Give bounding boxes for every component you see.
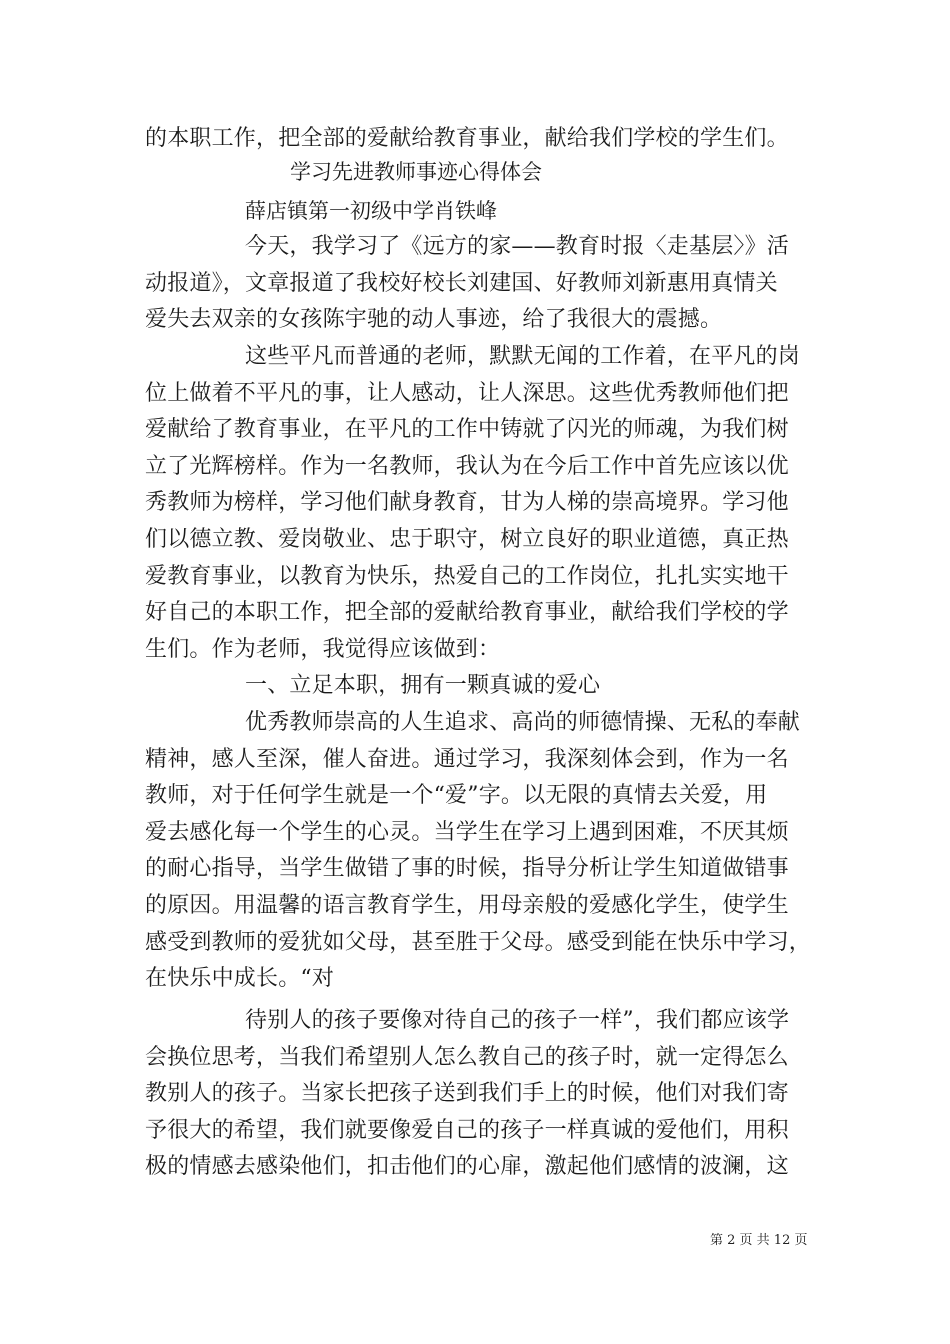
paragraph-line: 好自己的本职工作，把全部的爱献给教育事业，献给我们学校的学	[145, 600, 789, 625]
paragraph-line: 待别人的孩子要像对待自己的孩子一样”，我们都应该学	[245, 1008, 790, 1033]
paragraph-line: 秀教师为榜样，学习他们献身教育，甘为人梯的崇高境界。学习他	[145, 490, 789, 515]
page-number-footer: 第 2 页 共 12 页	[710, 1233, 808, 1248]
paragraph-line: 们以德立教、爱岗敬业、忠于职守，树立良好的职业道德，真正热	[145, 527, 789, 552]
paragraph-line: 爱教育事业，以教育为快乐，热爱自己的工作岗位，扎扎实实地干	[145, 564, 789, 589]
text-line: 的本职工作，把全部的爱献给教育事业，献给我们学校的学生们。	[145, 126, 789, 151]
paragraph-line: 爱献给了教育事业，在平凡的工作中铸就了闪光的师魂，为我们树	[145, 417, 789, 442]
paragraph-line: 立了光辉榜样。作为一名教师，我认为在今后工作中首先应该以优	[145, 454, 789, 479]
paragraph-line: 精神，感人至深，催人奋进。通过学习，我深刻体会到，作为一名	[145, 747, 789, 772]
paragraph-line: 的原因。用温馨的语言教育学生，用母亲般的爱感化学生，使学生	[145, 893, 789, 918]
paragraph-line: 优秀教师崇高的人生追求、高尚的师德情操、无私的奉献	[245, 710, 801, 735]
paragraph-line: 这些平凡而普通的老师，默默无闻的工作着，在平凡的岗	[245, 344, 801, 369]
paragraph-line: 会换位思考，当我们希望别人怎么教自己的孩子时，就一定得怎么	[145, 1045, 789, 1070]
paragraph-line: 教别人的孩子。当家长把孩子送到我们手上的时候，他们对我们寄	[145, 1081, 789, 1106]
article-title: 学习先进教师事迹心得体会	[290, 160, 542, 184]
paragraph-line: 予很大的希望，我们就要像爱自己的孩子一样真诚的爱他们，用积	[145, 1118, 789, 1143]
paragraph-line: 生们。作为老师，我觉得应该做到：	[145, 637, 501, 662]
paragraph-line: 在快乐中成长。“对	[145, 966, 335, 991]
paragraph-line: 爱去感化每一个学生的心灵。当学生在学习上遇到困难，不厌其烦	[145, 820, 789, 845]
paragraph-line: 极的情感去感染他们，扣击他们的心扉，激起他们感情的波澜，这	[145, 1154, 789, 1179]
paragraph-line: 今天，我学习了《远方的家——教育时报〈走基层〉》活	[245, 234, 790, 259]
article-byline: 薛店镇第一初级中学肖铁峰	[245, 199, 497, 223]
paragraph-line: 教师，对于任何学生就是一个“爱”字。以无限的真情去关爱，用	[145, 783, 768, 808]
paragraph-line: 位上做着不平凡的事，让人感动，让人深思。这些优秀教师他们把	[145, 381, 789, 406]
paragraph-line: 爱失去双亲的女孩陈宇驰的动人事迹，给了我很大的震撼。	[145, 307, 723, 332]
paragraph-line: 的耐心指导，当学生做错了事的时候，指导分析让学生知道做错事	[145, 856, 789, 881]
section-heading: 一、立足本职，拥有一颗真诚的爱心	[245, 673, 601, 698]
paragraph-line: 感受到教师的爱犹如父母，甚至胜于父母。感受到能在快乐中学习，	[145, 930, 812, 955]
paragraph-line: 动报道》，文章报道了我校好校长刘建国、好教师刘新惠用真情关	[145, 271, 778, 296]
